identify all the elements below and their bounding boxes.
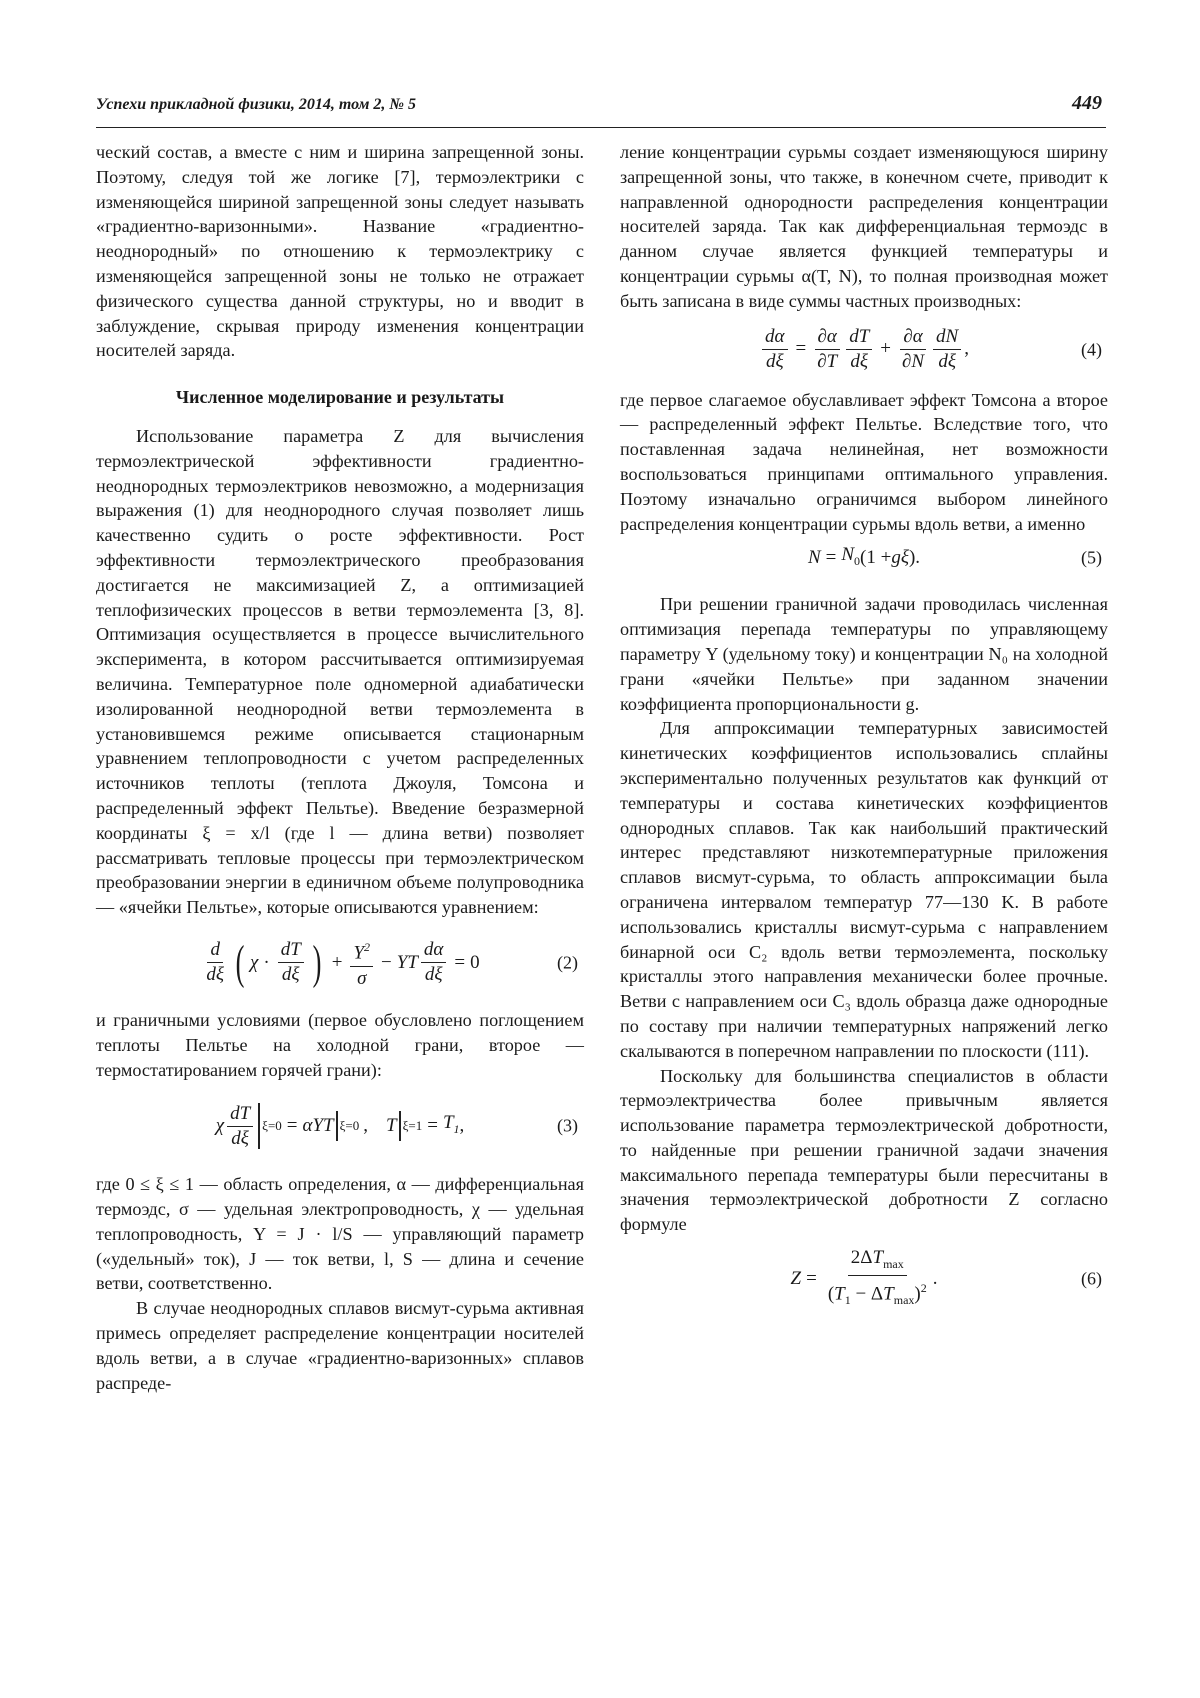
- equation-number: (3): [557, 1115, 578, 1136]
- paragraph: В случае неоднородных сплавов висмут-сурьма активная примесь определяет распределение концентрации носителей вдоль ветви, а в случае «градиентно-варизонных» сплавов распреде-: [96, 1298, 584, 1393]
- page-header: [96, 92, 1106, 128]
- evaluation-bar: [336, 1111, 338, 1141]
- left-column: [96, 140, 584, 1395]
- equation-fraction: $\frac{dN}{d\xi}$: [933, 325, 961, 374]
- section-heading: Численное моделирование и результаты: [175, 387, 505, 408]
- equation-fraction: $\frac{d\alpha}{d\xi}$: [421, 938, 446, 987]
- equation-3: χ $\frac{dT}{d\xi}$ ξ=0 = αYT ξ=0 , T ξ=1 = $T_1$ , (3): [215, 1102, 578, 1149]
- page-number: 449: [1072, 92, 1102, 114]
- paragraph: где 0 ≤ ξ ≤ 1 — область определения, α — дифференциальная термоэдс, σ — удельная электропроводность, χ — удельная теплопроводность, Y = J · l/S — управляющий параметр («удельный» ток), J — ток ветви, l, S — длина и сечение ветви, соответственно.: [96, 1174, 584, 1294]
- equation-fraction: $\frac{2\Delta T_{max}}{(T_1 - \Delta T_{max})^2}$: [827, 1246, 927, 1308]
- paragraph: ление концентрации сурьмы создает изменяющуюся ширину запрещенной зоны, что также, в конечном счете, приводит к направленной однородности распределения концентрации носителей заряда. Так как дифференциальная термоэдс в данном случае является функцией температуры и концентрации сурьмы α(T, N), то полная производная может быть записана в виде суммы частных производных:: [620, 142, 1108, 311]
- equation-4: $\frac{d\alpha}{d\xi}$ = $\frac{\partial\alpha}{\partial T}$ $\frac{dT}{d\xi}$ + $\frac{\partial\alpha}{\partial N}$ $\frac{dN}{d\xi}$ , (4): [620, 318, 1108, 382]
- paragraph: При решении граничной задачи проводилась численная оптимизация перепада температуры по управляющему параметру Y (удельному току) и концентрации N₀ на холодной грани «ячейки Пельтье» при заданном значении коэффициента пропорциональности g.: [620, 594, 1108, 714]
- equation-fraction: $\frac{d\alpha}{d\xi}$: [762, 325, 787, 374]
- paragraph: Для аппроксимации температурных зависимостей кинетических коэффициентов использовались сплайны экспериментально полученных результатов как функций от температуры и состава кинетических коэффициентов однородных сплавов. Так как наибольший практический интерес представляют низкотемпературные приложения сплавов висмут-сурьма, то область аппроксимации была ограничена интервалом температур 77—130 K. В работе использовались кристаллы висмут-сурьма с направлением бинарной оси C₂ вдоль ветви термоэлемента, поскольку кристаллы этого направления механически более прочные. Ветви с направлением оси C₃ вдоль образца даже однородные по составу при наличии температурных напряжений легко скалываются в поперечном направлении по плоскости (111).: [620, 718, 1108, 1061]
- paragraph: Использование параметра Z для вычисления термоэлектрической эффективности градиентно-неоднородных термоэлектриков невозможно, а модернизация выражения (1) для неоднородного случая позволяет лишь качественно судить о росте эффективности. Рост эффективности термоэлектрического преобразования достигается не максимизацией Z, а оптимизацией теплофизических процессов в ветви термоэлемента [3, 8]. Оптимизация осуществляется в процессе вычислительного эксперимента, в котором рассчитывается оптимизируемая величина. Температурное поле одномерной адиабатически изолированной неоднородной ветви термоэлемента в установившемся режиме описывается стационарным уравнением теплопроводности с учетом распределенных источников теплоты (теплота Джоуля, Томсона и распределенный эффект Пельтье). Введение безразмерной координаты ξ = x/l (где l — длина ветви) позволяет рассматривать тепловые процессы при термоэлектрическом преобразовании энергии в единичном объеме полупроводника — «ячейки Пельтье», которые описываются уравнением:: [96, 425, 584, 918]
- equation-fraction: $\frac{dT}{d\xi}$: [227, 1102, 253, 1151]
- equation-fraction: $\frac{\partial\alpha}{\partial T}$: [814, 325, 840, 374]
- equation-fraction: $\frac{\partial\alpha}{\partial N}$: [901, 326, 925, 373]
- paragraph: где первое слагаемое обуславливает эффект Томсона а второе — распределенный эффект Пельтье. Вследствие того, что поставленная задача нелинейная, нет возможности воспользоваться принципами оптимального управления. Поэтому изначально ограничимся выбором линейного распределения концентрации сурьмы вдоль ветви, а именно: [620, 389, 1108, 534]
- journal-citation: Успехи прикладной физики, 2014, том 2, № 5: [96, 96, 417, 113]
- equation-paren: ): [312, 935, 322, 989]
- right-column: [620, 140, 1108, 1315]
- evaluation-bar: [258, 1103, 260, 1149]
- equation-2: $\frac{d}{d\xi}$ ( χ · $\frac{dT}{d\xi}$ ) + $\frac{Y^2}{\sigma}$ − YT $\frac{d\alpha}{d\xi}$ = 0 (2): [96, 928, 584, 998]
- equation-6: Z = $\frac{2\Delta T_{max}}{(T_1 - \Delta T_{max})^2}$ . (6): [620, 1243, 1108, 1315]
- equation-fraction: $\frac{dT}{d\xi}$: [846, 325, 872, 374]
- evaluation-bar: [399, 1111, 401, 1141]
- paragraph: Поскольку для большинства специалистов в области термоэлектричества более привычным является использование параметра термоэлектрической добротности, то найденные при решении граничной задачи значения максимального перепада температуры были пересчитаны в значения термоэлектрической добротности Z согласно формуле: [620, 1065, 1108, 1235]
- equation-5: N = $N_0$ (1 + gξ ). (5): [620, 538, 1108, 578]
- equation-paren: (: [235, 935, 245, 989]
- equation-number: (4): [1081, 339, 1102, 360]
- equation-fraction: $\frac{d}{d\xi}$: [206, 939, 225, 986]
- equation-fraction: $\frac{Y^2}{\sigma}$: [350, 935, 373, 990]
- equation-fraction: $\frac{dT}{d\xi}$: [278, 938, 304, 987]
- paragraph: ческий состав, а вместе с ним и ширина запрещенной зоны. Поэтому, следуя той же логике [7], термоэлектрики с изменяющейся шириной запрещенной зоны следует называть «градиентно-варизонными». Название «градиентно-неоднородный» по отношению к термоэлектрику с изменяющейся запрещенной зоны не только не отражает физического существа данной структуры, но и вводит в заблуждение, скрывая природу изменения концентрации носителей заряда.: [96, 142, 584, 361]
- equation-number: (6): [1081, 1268, 1102, 1289]
- equation-number: (5): [1081, 547, 1102, 568]
- paragraph: и граничными условиями (первое обусловлено поглощением теплоты Пельтье на холодной грани, второе — термостатированием горячей грани):: [96, 1009, 584, 1080]
- equation-number: (2): [557, 952, 578, 973]
